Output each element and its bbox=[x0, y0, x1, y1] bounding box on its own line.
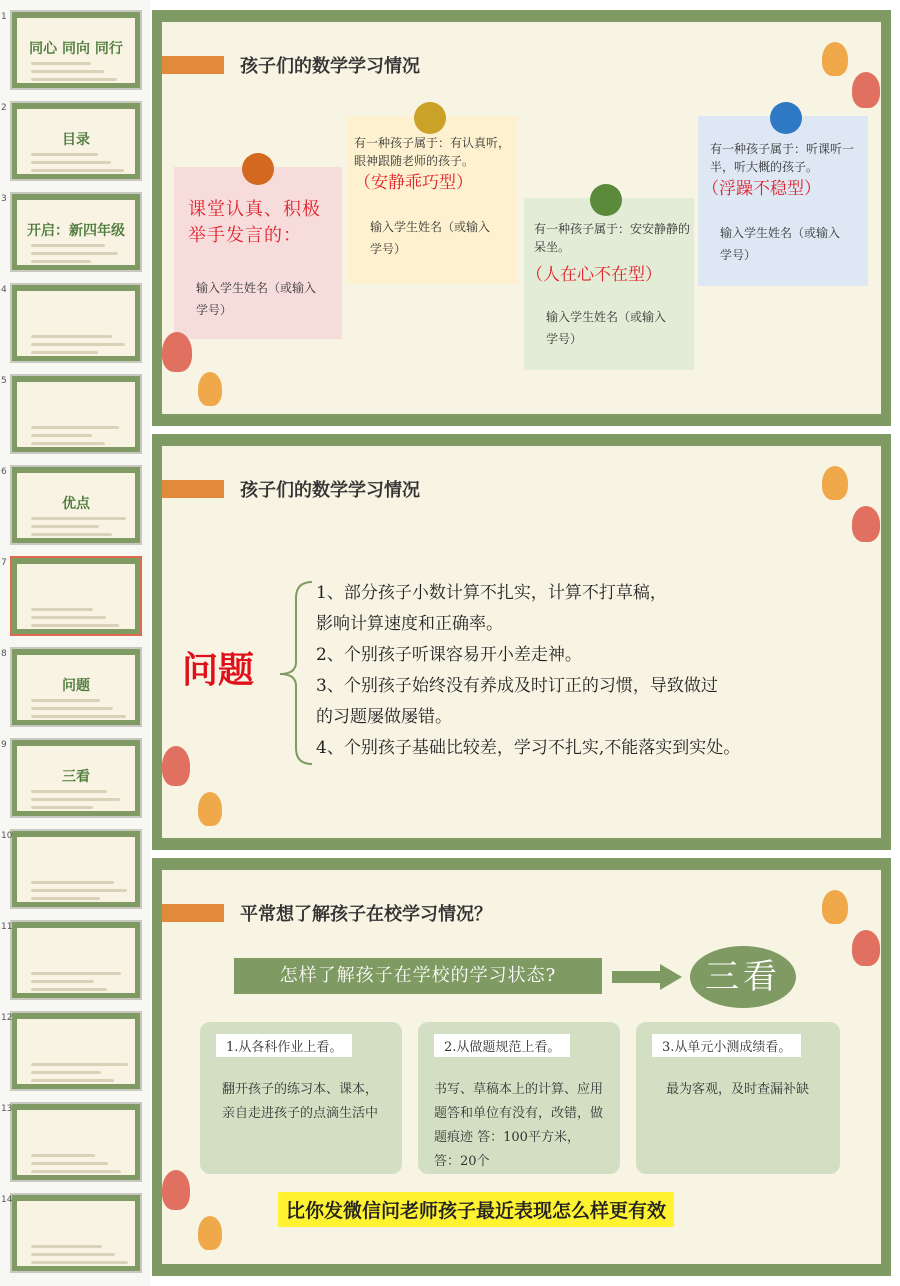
card-body: 最为客观，及时查漏补缺 bbox=[666, 1082, 810, 1097]
thumbnail-label: 同心 同向 同行 bbox=[29, 41, 123, 57]
problem-line: 3、个别孩子始终没有养成及时订正的习惯，导致做过 bbox=[316, 676, 718, 696]
thumbnail-text-line bbox=[31, 1162, 108, 1165]
thumbnail-text-line bbox=[31, 1245, 102, 1248]
slide-number: 4 bbox=[1, 285, 7, 295]
thumbnail-text-line bbox=[31, 169, 124, 172]
thumbnail-text-line bbox=[31, 608, 93, 611]
slide-3[interactable] bbox=[152, 858, 891, 1276]
thumbnail-label: 三看 bbox=[62, 769, 90, 785]
thumbnail-canvas bbox=[17, 1110, 135, 1175]
thumbnail-label: 目录 bbox=[62, 132, 90, 148]
note-card-absent[interactable] bbox=[524, 198, 694, 370]
thumbnail-text-line bbox=[31, 442, 105, 445]
brace-icon bbox=[274, 578, 314, 768]
thumbnail-text-line bbox=[31, 533, 112, 536]
thumbnail-text-line bbox=[31, 252, 118, 255]
note-type: （浮躁不稳型） bbox=[702, 179, 821, 199]
method-card bbox=[200, 1022, 402, 1174]
method-card bbox=[636, 1022, 840, 1174]
thumbnail-text-line bbox=[31, 62, 91, 65]
thumbnail-canvas bbox=[17, 109, 135, 174]
title-marker-strip bbox=[208, 56, 212, 74]
thumbnail-text-line bbox=[31, 1261, 128, 1264]
tulip-icon bbox=[822, 42, 848, 76]
slide-1[interactable] bbox=[152, 10, 891, 426]
note-card-active[interactable] bbox=[174, 167, 342, 339]
slide-thumbnail[interactable] bbox=[10, 1193, 142, 1273]
slide-number: 3 bbox=[1, 194, 7, 204]
thumbnail-text-line bbox=[31, 1170, 121, 1173]
tip-banner: 比你发微信问老师孩子最近表现怎么样更有效 bbox=[278, 1192, 674, 1227]
card-title: 2.从做题规范上看。 bbox=[434, 1034, 570, 1057]
tulip-icon bbox=[198, 792, 222, 826]
problem-line: 2、个别孩子听课容易开小差走神。 bbox=[316, 645, 582, 665]
arrow-right-icon bbox=[610, 962, 684, 992]
thumbnail-canvas bbox=[17, 291, 135, 356]
slide-thumbnail[interactable] bbox=[10, 283, 142, 363]
pin-dot bbox=[414, 102, 446, 134]
thumbnail-text-line bbox=[31, 1079, 114, 1082]
note-lead: 有一种孩子属于：有认真听，眼神跟随老师的孩子。 bbox=[354, 136, 511, 168]
problem-heading: 问题 bbox=[182, 650, 255, 691]
slide-number: 10 bbox=[1, 831, 13, 841]
slide-number: 6 bbox=[1, 467, 7, 477]
thumbnail-text-line bbox=[31, 70, 104, 73]
thumbnail-text-line bbox=[31, 972, 121, 975]
thumbnail-canvas bbox=[17, 837, 135, 902]
thumbnail-canvas bbox=[17, 382, 135, 447]
thumbnail-text-line bbox=[31, 889, 127, 892]
note-type: （人在心不在型） bbox=[526, 265, 662, 285]
thumbnail-text-line bbox=[31, 707, 113, 710]
slide-thumbnail[interactable] bbox=[10, 192, 142, 272]
slide-thumbnail[interactable] bbox=[10, 1011, 142, 1091]
thumbnail-canvas bbox=[17, 473, 135, 538]
thumbnail-canvas bbox=[17, 18, 135, 83]
slide-title: 平常想了解孩子在校学习情况？ bbox=[240, 904, 492, 925]
question-bar: 怎样了解孩子在学校的学习状态? bbox=[234, 958, 602, 994]
thumbnail-text-line bbox=[31, 434, 92, 437]
note-card-restless[interactable] bbox=[698, 116, 868, 286]
slide-thumbnail[interactable] bbox=[10, 465, 142, 545]
slide-number: 12 bbox=[1, 1013, 13, 1023]
problem-line: 的习题屡做屡错。 bbox=[316, 707, 452, 727]
thumbnail-label: 开启：新四年级 bbox=[27, 223, 125, 239]
slide-thumbnail[interactable] bbox=[10, 647, 142, 727]
thumbnail-canvas bbox=[17, 200, 135, 265]
thumbnail-text-line bbox=[31, 244, 105, 247]
slide-thumbnail[interactable] bbox=[10, 829, 142, 909]
note-input-hint[interactable]: 输入学生姓名（或输入学号） bbox=[196, 281, 317, 317]
title-marker-strip bbox=[208, 480, 212, 498]
slide-number: 5 bbox=[1, 376, 7, 386]
slide-number: 1 bbox=[1, 12, 7, 22]
slide-thumbnail[interactable] bbox=[10, 374, 142, 454]
pin-dot bbox=[770, 102, 802, 134]
title-marker-strip bbox=[214, 56, 218, 74]
note-input-hint[interactable]: 输入学生姓名（或输入学号） bbox=[370, 220, 491, 256]
slide-title: 孩子们的数学学习情况 bbox=[240, 56, 420, 77]
note-input-hint[interactable]: 输入学生姓名（或输入学号） bbox=[720, 226, 841, 262]
slide-2[interactable] bbox=[152, 434, 891, 850]
thumbnail-text-line bbox=[31, 616, 106, 619]
problem-line: 1、部分孩子小数计算不扎实，计算不打草稿， bbox=[316, 583, 667, 603]
thumbnail-text-line bbox=[31, 335, 112, 338]
card-body: 翻开孩子的练习本、课本，亲自走进孩子的点滴生活中 bbox=[222, 1082, 379, 1121]
thumbnail-text-line bbox=[31, 426, 119, 429]
card-body: 书写、草稿本上的计算、应用题答和单位有没有，改错，做题痕迹 答：100平方米，答：20个 bbox=[434, 1082, 604, 1169]
slide-number: 8 bbox=[1, 649, 7, 659]
problem-line: 影响计算速度和正确率。 bbox=[316, 614, 503, 634]
tulip-icon bbox=[162, 332, 192, 372]
slide-number: 2 bbox=[1, 103, 7, 113]
thumbnail-text-line bbox=[31, 806, 93, 809]
thumbnail-canvas bbox=[17, 746, 135, 811]
thumbnail-text-line bbox=[31, 525, 99, 528]
thumbnail-text-line bbox=[31, 1253, 115, 1256]
tulip-icon bbox=[822, 466, 848, 500]
thumbnail-canvas bbox=[17, 1019, 135, 1084]
title-marker-strip bbox=[208, 904, 212, 922]
thumbnail-text-line bbox=[31, 881, 114, 884]
tulip-icon bbox=[198, 1216, 222, 1250]
note-lead: 有一种孩子属于：听课听一半，听大概的孩子。 bbox=[710, 142, 855, 174]
card-title: 1.从各科作业上看。 bbox=[216, 1034, 352, 1057]
thumbnail-canvas bbox=[17, 564, 135, 629]
slide-thumbnail[interactable] bbox=[10, 738, 142, 818]
title-marker-strip bbox=[214, 904, 218, 922]
tulip-icon bbox=[198, 372, 222, 406]
thumbnail-canvas bbox=[17, 655, 135, 720]
thumbnail-text-line bbox=[31, 1154, 95, 1157]
thumbnail-text-line bbox=[31, 78, 117, 81]
note-type: （安静乖巧型） bbox=[354, 173, 473, 193]
slide-paper bbox=[162, 22, 881, 414]
slide-thumbnail[interactable] bbox=[10, 101, 142, 181]
slide-thumbnail[interactable] bbox=[10, 1102, 142, 1182]
slide-number: 9 bbox=[1, 740, 7, 750]
answer-circle: 三看 bbox=[690, 946, 796, 1008]
thumbnail-label: 优点 bbox=[62, 496, 90, 512]
slide-thumbnail[interactable] bbox=[10, 10, 142, 90]
thumbnail-text-line bbox=[31, 699, 100, 702]
title-marker-strip bbox=[214, 480, 218, 498]
pin-dot bbox=[242, 153, 274, 185]
note-lead: 有一种孩子属于：安安静静的呆坐。 bbox=[534, 222, 691, 254]
thumbnail-text-line bbox=[31, 1063, 128, 1066]
thumbnail-text-line bbox=[31, 260, 91, 263]
pin-dot bbox=[590, 184, 622, 216]
problem-line: 4、个别孩子基础比较差，学习不扎实,不能落实到实处。 bbox=[316, 738, 741, 758]
slide-thumbnail-panel bbox=[0, 0, 150, 1286]
tulip-icon bbox=[162, 746, 190, 786]
thumbnail-text-line bbox=[31, 153, 98, 156]
thumbnail-text-line bbox=[31, 624, 119, 627]
slide-thumbnail[interactable] bbox=[10, 920, 142, 1000]
thumbnail-text-line bbox=[31, 897, 100, 900]
method-card bbox=[418, 1022, 620, 1174]
thumbnail-text-line bbox=[31, 798, 120, 801]
tulip-icon bbox=[822, 890, 848, 924]
thumbnail-text-line bbox=[31, 1071, 101, 1074]
thumbnail-text-line bbox=[31, 343, 125, 346]
tulip-icon bbox=[852, 506, 880, 542]
slide-paper bbox=[162, 870, 881, 1264]
thumbnail-canvas bbox=[17, 928, 135, 993]
slide-number: 7 bbox=[1, 558, 7, 568]
slide-thumbnail[interactable] bbox=[10, 556, 142, 636]
slide-number: 13 bbox=[1, 1104, 13, 1114]
thumbnail-text-line bbox=[31, 351, 98, 354]
slide-paper bbox=[162, 446, 881, 838]
slide-title: 孩子们的数学学习情况 bbox=[240, 480, 420, 501]
thumbnail-text-line bbox=[31, 980, 94, 983]
note-lead: 课堂认真、积极举手发言的： bbox=[188, 199, 321, 246]
tulip-icon bbox=[162, 1170, 190, 1210]
slide-number: 11 bbox=[1, 922, 13, 932]
note-card-quiet[interactable] bbox=[348, 116, 518, 284]
thumbnail-text-line bbox=[31, 790, 107, 793]
thumbnail-text-line bbox=[31, 715, 126, 718]
thumbnail-canvas bbox=[17, 1201, 135, 1266]
thumbnail-text-line bbox=[31, 517, 126, 520]
thumbnail-text-line bbox=[31, 161, 111, 164]
tulip-icon bbox=[852, 72, 880, 108]
problem-list bbox=[316, 578, 740, 764]
note-input-hint[interactable]: 输入学生姓名（或输入学号） bbox=[546, 310, 667, 346]
card-title: 3.从单元小测成绩看。 bbox=[652, 1034, 801, 1057]
tulip-icon bbox=[852, 930, 880, 966]
thumbnail-label: 问题 bbox=[62, 678, 90, 694]
slide-number: 14 bbox=[1, 1195, 13, 1205]
thumbnail-text-line bbox=[31, 988, 107, 991]
